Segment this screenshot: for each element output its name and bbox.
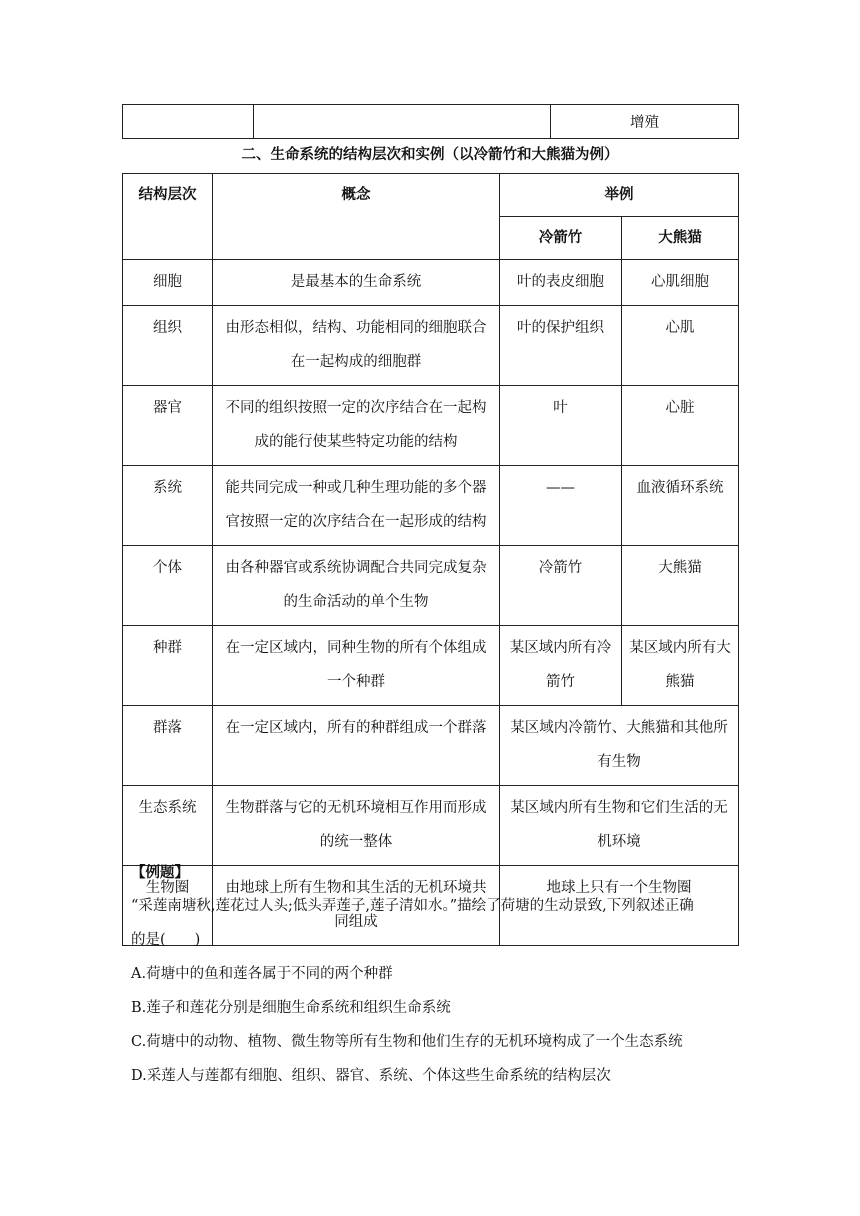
example-cell: 某区域内冷箭竹、大熊猫和其他所有生物 <box>500 706 739 786</box>
header-bamboo: 冷箭竹 <box>500 217 622 260</box>
header-example: 举例 <box>500 174 739 217</box>
option-c: C.荷塘中的动物、植物、微生物等所有生物和他们生存的无机环境构成了一个生态系统 <box>131 1034 683 1050</box>
option-d: D.采莲人与莲都有细胞、组织、器官、系统、个体这些生命系统的结构层次 <box>131 1068 611 1084</box>
table-row <box>123 466 739 546</box>
table-row <box>123 386 739 466</box>
example-question <box>131 861 741 1093</box>
example-heading: 【例题】 <box>131 865 189 881</box>
question-text: “采莲南塘秋,莲花过人头;低头弄莲子,莲子清如水。”描绘了荷塘的生动景致,下列叙述正确 <box>131 898 694 914</box>
table-row <box>123 546 739 626</box>
table-row <box>123 786 739 866</box>
header-level: 结构层次 <box>123 174 213 260</box>
bamboo-cell: 叶的表皮细胞 <box>500 260 622 306</box>
level-cell: 种群 <box>123 626 213 706</box>
option-b: B.莲子和莲花分别是细胞生命系统和组织生命系统 <box>131 1000 451 1016</box>
bamboo-cell: 某区域内所有冷箭竹 <box>500 626 622 706</box>
level-cell: 生物圈 <box>123 866 213 946</box>
header-concept: 概念 <box>213 174 500 260</box>
level-cell: 生态系统 <box>123 786 213 866</box>
option-a: A.荷塘中的鱼和莲各属于不同的两个种群 <box>131 966 393 982</box>
example-cell: 地球上只有一个生物圈 <box>500 866 739 946</box>
section-title: 二、生命系统的结构层次和实例（以冷箭竹和大熊猫为例） <box>241 147 619 163</box>
example-cell: 某区域内所有生物和它们生活的无机环境 <box>500 786 739 866</box>
concept-cell: 由地球上所有生物和其生活的无机环境共同组成 <box>213 866 500 946</box>
bamboo-cell: 冷箭竹 <box>500 546 622 626</box>
concept-cell: 由各种器官或系统协调配合共同完成复杂的生命活动的单个生物 <box>213 546 500 626</box>
bamboo-cell: 叶 <box>500 386 622 466</box>
bamboo-cell: 叶的保护组织 <box>500 306 622 386</box>
table-cell: 增殖 <box>551 105 739 139</box>
table-header-row <box>123 174 739 217</box>
header-panda: 大熊猫 <box>622 217 739 260</box>
concept-cell: 由形态相似，结构、功能相同的细胞联合在一起构成的细胞群 <box>213 306 500 386</box>
concept-cell: 在一定区域内，所有的种群组成一个群落 <box>213 706 500 786</box>
concept-cell: 不同的组织按照一定的次序结合在一起构成的能行使某些特定功能的结构 <box>213 386 500 466</box>
level-cell: 细胞 <box>123 260 213 306</box>
table-row <box>123 706 739 786</box>
table-row <box>123 306 739 386</box>
table-cell <box>254 105 551 139</box>
panda-cell: 心脏 <box>622 386 739 466</box>
concept-cell: 生物群落与它的无机环境相互作用而形成的统一整体 <box>213 786 500 866</box>
previous-table-fragment <box>122 104 739 139</box>
concept-cell: 在一定区域内，同种生物的所有个体组成一个种群 <box>213 626 500 706</box>
table-cell <box>123 105 254 139</box>
level-cell: 个体 <box>123 546 213 626</box>
level-cell: 群落 <box>123 706 213 786</box>
question-text-continued: 的是( ) <box>131 932 201 948</box>
concept-cell: 是最基本的生命系统 <box>213 260 500 306</box>
panda-cell: 大熊猫 <box>622 546 739 626</box>
panda-cell: 心肌细胞 <box>622 260 739 306</box>
concept-cell: 能共同完成一种或几种生理功能的多个器官按照一定的次序结合在一起形成的结构 <box>213 466 500 546</box>
level-cell: 组织 <box>123 306 213 386</box>
level-cell: 器官 <box>123 386 213 466</box>
life-system-levels-table <box>122 173 739 946</box>
bamboo-cell: —— <box>500 466 622 546</box>
panda-cell: 血液循环系统 <box>622 466 739 546</box>
table-row <box>123 626 739 706</box>
level-cell: 系统 <box>123 466 213 546</box>
panda-cell: 某区域内所有大熊猫 <box>622 626 739 706</box>
table-row <box>123 260 739 306</box>
panda-cell: 心肌 <box>622 306 739 386</box>
table-row <box>123 105 739 139</box>
